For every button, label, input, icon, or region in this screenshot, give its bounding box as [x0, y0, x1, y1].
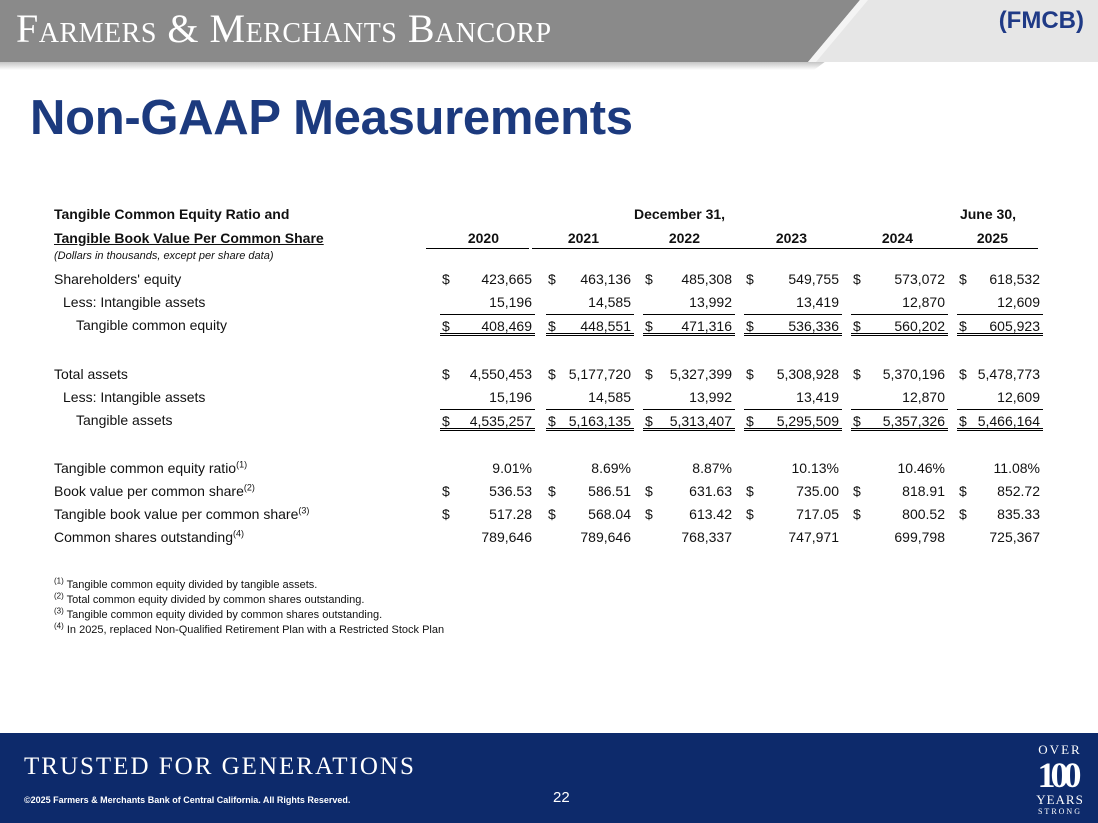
footnote-marker: (2) — [243, 482, 255, 493]
currency-symbol: $ — [959, 506, 967, 522]
currency-symbol: $ — [645, 318, 653, 334]
cell-value: 768,337 — [681, 529, 732, 545]
cell-value: 14,585 — [588, 294, 631, 310]
cell-value: 5,466,164 — [977, 413, 1040, 429]
footnote-3: $^{(3)}$ Tangible common equity divided by common shares outstanding. — [54, 606, 383, 621]
table-row-tangible-common-equity-ratio — [54, 457, 1040, 479]
currency-symbol: $ — [548, 271, 556, 287]
table-cell — [851, 268, 948, 290]
page-title: Non-GAAP Measurements — [30, 91, 633, 145]
year-header-5: 2025 — [943, 227, 1038, 249]
cell-value: 560,202 — [894, 318, 945, 334]
table-row-book-value-per-share — [54, 480, 1040, 502]
table-cell — [643, 291, 735, 313]
cell-value: 448,551 — [580, 318, 631, 334]
cell-value: 12,609 — [997, 389, 1040, 405]
table-cell — [957, 314, 1043, 336]
cell-value: 8.87% — [692, 460, 732, 476]
ticker-symbol: (FMCB) — [998, 7, 1084, 34]
table-cell — [957, 480, 1043, 502]
currency-symbol: $ — [548, 318, 556, 334]
table-cell — [851, 503, 948, 525]
table-cell — [851, 363, 948, 385]
cell-value: 800.52 — [902, 506, 945, 522]
footnote-marker: (1) — [236, 459, 248, 470]
table-cell — [744, 480, 842, 502]
footnote-4: $^{(4)}$ In 2025, replaced Non-Qualified Retirement Plan with a Restricted Stock Plan — [54, 621, 445, 636]
cell-value: 5,370,196 — [882, 366, 945, 382]
table-cell — [643, 409, 735, 431]
table-cell — [440, 457, 535, 479]
table-title-line1: Tangible Common Equity Ratio and — [54, 206, 290, 222]
cell-value: 9.01% — [492, 460, 532, 476]
row-label: Tangible common equity — [76, 317, 227, 333]
table-cell — [440, 409, 535, 431]
table-cell — [546, 268, 634, 290]
currency-symbol: $ — [645, 271, 653, 287]
table-cell — [440, 503, 535, 525]
currency-symbol: $ — [746, 366, 754, 382]
cell-value: 517.28 — [489, 506, 532, 522]
year-header-1: 2021 — [532, 227, 629, 249]
table-cell — [957, 457, 1043, 479]
row-label: Less: Intangible assets — [63, 294, 206, 310]
currency-symbol: $ — [853, 366, 861, 382]
currency-symbol: $ — [959, 413, 967, 429]
table-cell — [957, 268, 1043, 290]
group-header-december: December 31, — [634, 206, 726, 222]
row-label: Book value per common share$^{(2)}$ — [54, 482, 255, 499]
cell-value: 463,136 — [580, 271, 631, 287]
currency-symbol: $ — [442, 506, 450, 522]
footer-tagline: TRUSTED FOR GENERATIONS — [24, 753, 416, 780]
currency-symbol: $ — [853, 271, 861, 287]
cell-value: 13,992 — [689, 294, 732, 310]
cell-value: 717.05 — [796, 506, 839, 522]
table-cell — [851, 480, 948, 502]
table-cell — [957, 363, 1043, 385]
cell-value: 789,646 — [481, 529, 532, 545]
cell-value: 747,971 — [788, 529, 839, 545]
table-cell — [546, 503, 634, 525]
table-cell — [744, 409, 842, 431]
cell-value: 818.91 — [902, 483, 945, 499]
table-row-common-shares-outstanding — [54, 526, 1040, 548]
footnote-marker: (3) — [298, 505, 310, 516]
cell-value: 699,798 — [894, 529, 945, 545]
currency-symbol: $ — [645, 413, 653, 429]
cell-value: 536,336 — [788, 318, 839, 334]
row-label: Total assets — [54, 366, 128, 382]
currency-symbol: $ — [442, 318, 450, 334]
table-cell — [440, 386, 535, 408]
cell-value: 8.69% — [591, 460, 631, 476]
row-label: Less: Intangible assets — [63, 389, 206, 405]
row-label: Tangible common equity ratio$^{(1)}$ — [54, 459, 248, 476]
cell-value: 613.42 — [689, 506, 732, 522]
table-cell — [546, 314, 634, 336]
page-number: 22 — [553, 789, 570, 806]
table-cell — [643, 480, 735, 502]
table-cell — [957, 503, 1043, 525]
cell-value: 12,870 — [902, 294, 945, 310]
cell-value: 5,295,509 — [776, 413, 839, 429]
table-cell — [851, 526, 948, 548]
table-cell — [744, 363, 842, 385]
year-header-0: 2020 — [426, 227, 529, 249]
table-cell — [440, 526, 535, 548]
table-cell — [643, 314, 735, 336]
table-note-row — [54, 248, 1034, 264]
table-row-shareholders-equity — [54, 268, 1040, 290]
table-cell — [440, 363, 535, 385]
currency-symbol: $ — [442, 366, 450, 382]
cell-value: 14,585 — [588, 389, 631, 405]
currency-symbol: $ — [746, 271, 754, 287]
cell-value: 549,755 — [788, 271, 839, 287]
table-cell — [957, 409, 1043, 431]
currency-symbol: $ — [853, 318, 861, 334]
cell-value: 471,316 — [681, 318, 732, 334]
cell-value: 536.53 — [489, 483, 532, 499]
table-cell — [643, 363, 735, 385]
row-label: Common shares outstanding$^{(4)}$ — [54, 528, 244, 545]
currency-symbol: $ — [853, 413, 861, 429]
footnotes — [54, 578, 444, 638]
currency-symbol: $ — [746, 318, 754, 334]
cell-value: 618,532 — [989, 271, 1040, 287]
footnote-2: $^{(2)}$ Total common equity divided by common shares outstanding. — [54, 591, 365, 606]
cell-value: 10.46% — [897, 460, 945, 476]
table-cell — [546, 386, 634, 408]
footnote-1: $^{(1)}$ Tangible common equity divided by tangible assets. — [54, 576, 318, 591]
table-cell — [744, 457, 842, 479]
cell-value: 605,923 — [989, 318, 1040, 334]
currency-symbol: $ — [959, 271, 967, 287]
cell-value: 586.51 — [588, 483, 631, 499]
currency-symbol: $ — [959, 366, 967, 382]
cell-value: 485,308 — [681, 271, 732, 287]
currency-symbol: $ — [442, 413, 450, 429]
table-cell — [851, 291, 948, 313]
cell-value: 12,609 — [997, 294, 1040, 310]
table-cell — [957, 526, 1043, 548]
cell-value: 15,196 — [489, 389, 532, 405]
table-cell — [546, 363, 634, 385]
table-header-row-2 — [54, 227, 1034, 249]
table-cell — [643, 268, 735, 290]
currency-symbol: $ — [959, 483, 967, 499]
table-cell — [643, 503, 735, 525]
table-cell — [744, 268, 842, 290]
cell-value: 835.33 — [997, 506, 1040, 522]
currency-symbol: $ — [442, 483, 450, 499]
cell-value: 4,550,453 — [469, 366, 532, 382]
currency-symbol: $ — [548, 366, 556, 382]
table-cell — [546, 480, 634, 502]
table-cell — [957, 386, 1043, 408]
cell-value: 13,419 — [796, 294, 839, 310]
over-100-years-logo: OVER 100 YEARS STRONG — [1036, 742, 1084, 816]
currency-symbol: $ — [959, 318, 967, 334]
table-cell — [643, 386, 735, 408]
table-cell — [744, 291, 842, 313]
row-label: Tangible assets — [76, 412, 173, 428]
cell-value: 13,419 — [796, 389, 839, 405]
cell-value: 573,072 — [894, 271, 945, 287]
year-header-2: 2022 — [629, 227, 730, 249]
table-cell — [546, 457, 634, 479]
cell-value: 12,870 — [902, 389, 945, 405]
table-cell — [546, 526, 634, 548]
footer-band — [0, 733, 1098, 823]
cell-value: 568.04 — [588, 506, 631, 522]
cell-value: 5,327,399 — [669, 366, 732, 382]
table-row-less-intangible-assets — [54, 291, 1040, 313]
footnote-marker: (4) — [233, 528, 244, 539]
cell-value: 13,992 — [689, 389, 732, 405]
cell-value: 5,177,720 — [568, 366, 631, 382]
brand-name: Farmers & Merchants Bancorp — [16, 6, 552, 51]
table-cell — [744, 314, 842, 336]
year-header-4: 2024 — [837, 227, 943, 249]
cell-value: 789,646 — [580, 529, 631, 545]
cell-value: 725,367 — [989, 529, 1040, 545]
cell-value: 5,308,928 — [776, 366, 839, 382]
table-header-row-1 — [54, 203, 1034, 225]
currency-symbol: $ — [853, 483, 861, 499]
cell-value: 408,469 — [481, 318, 532, 334]
table-cell — [744, 386, 842, 408]
table-cell — [643, 457, 735, 479]
table-cell — [643, 526, 735, 548]
table-cell — [440, 268, 535, 290]
cell-value: 5,357,326 — [882, 413, 945, 429]
currency-symbol: $ — [746, 413, 754, 429]
table-row-tangible-common-equity — [54, 314, 1040, 336]
cell-value: 5,163,135 — [568, 413, 631, 429]
row-label: Shareholders' equity — [54, 271, 182, 287]
table-cell — [546, 409, 634, 431]
table-cell — [851, 457, 948, 479]
copyright-text: ©2025 Farmers & Merchants Bank of Central California. All Rights Reserved. — [24, 795, 351, 805]
cell-value: 15,196 — [489, 294, 532, 310]
year-header-3: 2023 — [730, 227, 837, 249]
cell-value: 852.72 — [997, 483, 1040, 499]
table-cell — [546, 291, 634, 313]
table-row-tangible-assets — [54, 409, 1040, 431]
table-cell — [440, 480, 535, 502]
currency-symbol: $ — [442, 271, 450, 287]
table-title-line2: Tangible Book Value Per Common Share — [54, 230, 324, 246]
table-cell — [440, 291, 535, 313]
cell-value: 10.13% — [791, 460, 839, 476]
cell-value: 5,478,773 — [977, 366, 1040, 382]
table-cell — [744, 526, 842, 548]
currency-symbol: $ — [853, 506, 861, 522]
currency-symbol: $ — [645, 483, 653, 499]
currency-symbol: $ — [548, 413, 556, 429]
cell-value: 735.00 — [796, 483, 839, 499]
table-cell — [957, 291, 1043, 313]
table-cell — [851, 386, 948, 408]
cell-value: 4,535,257 — [469, 413, 532, 429]
group-header-june: June 30, — [959, 206, 1016, 222]
table-cell — [851, 409, 948, 431]
currency-symbol: $ — [548, 483, 556, 499]
table-row-less-intangible-assets — [54, 386, 1040, 408]
currency-symbol: $ — [645, 506, 653, 522]
cell-value: 11.08% — [993, 460, 1040, 476]
table-row-total-assets — [54, 363, 1040, 385]
currency-symbol: $ — [645, 366, 653, 382]
cell-value: 5,313,407 — [669, 413, 732, 429]
cell-value: 423,665 — [481, 271, 532, 287]
table-row-tangible-book-value-per-share — [54, 503, 1040, 525]
table-cell — [440, 314, 535, 336]
cell-value: 631.63 — [689, 483, 732, 499]
currency-symbol: $ — [548, 506, 556, 522]
table-note: (Dollars in thousands, except per share data) — [54, 250, 274, 262]
table-cell — [851, 314, 948, 336]
currency-symbol: $ — [746, 483, 754, 499]
table-cell — [744, 503, 842, 525]
currency-symbol: $ — [746, 506, 754, 522]
row-label: Tangible book value per common share$^{(3)}$ — [54, 505, 310, 522]
